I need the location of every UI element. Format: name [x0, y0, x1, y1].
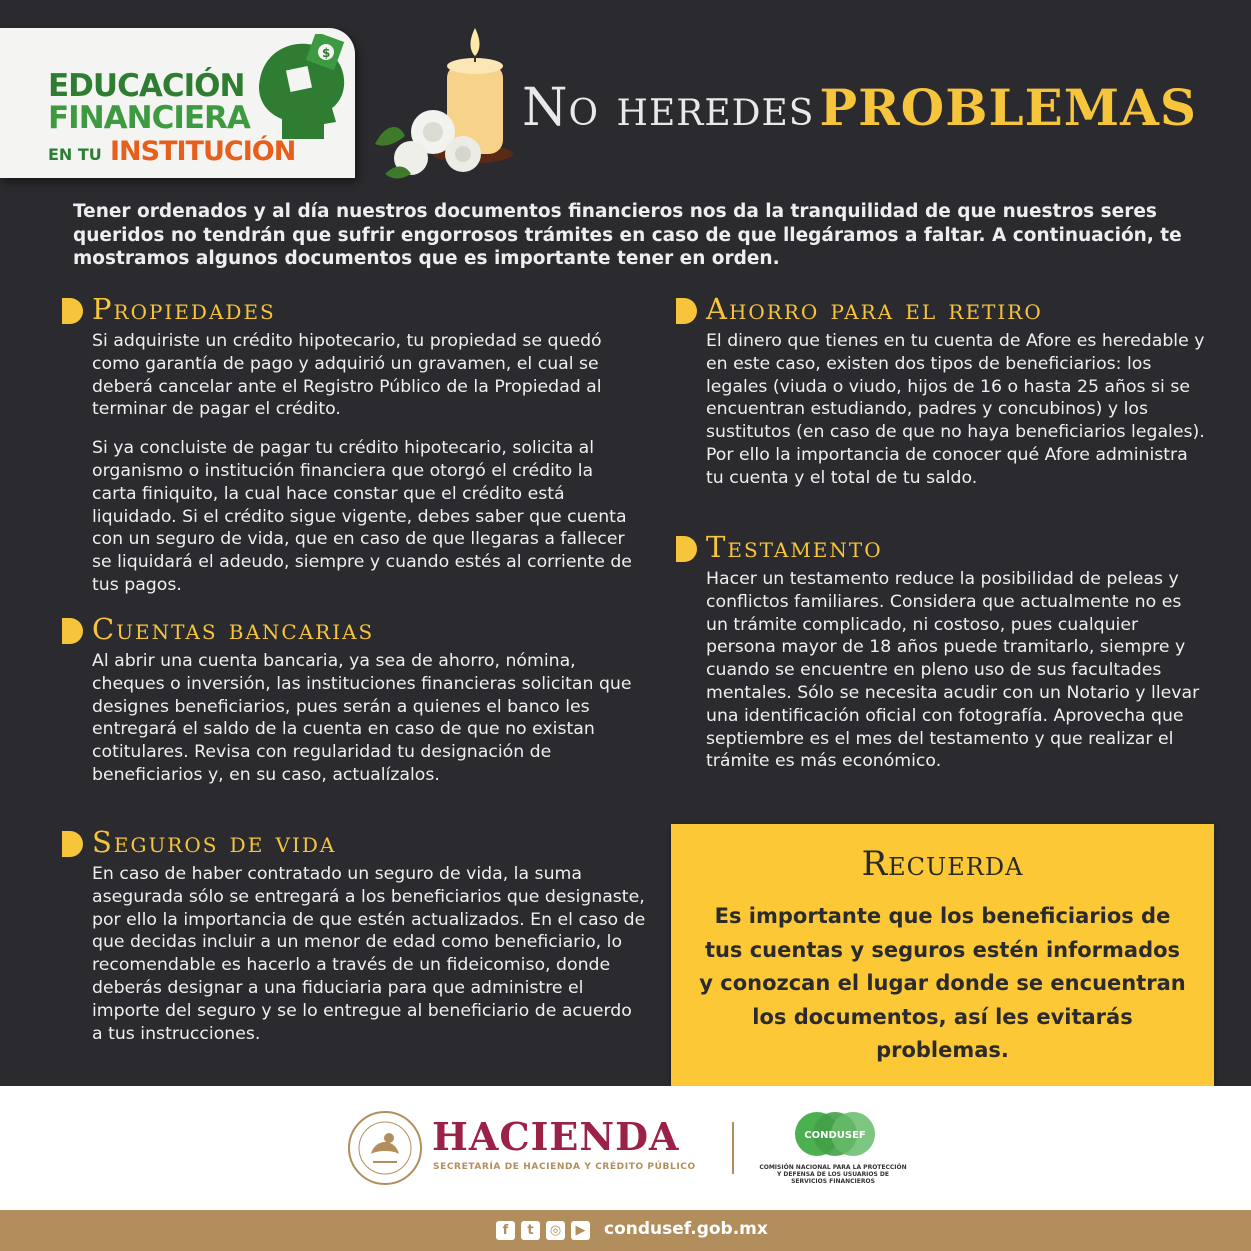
social-icons: [496, 1221, 590, 1240]
section-paragraph: Hacer un testamento reduce la posibilidad de peleas y conflictos familiares. Considera que actualmente no es un trámite complicado, ni costoso, pues cualquier persona mayor de 18 años puede tramitarlo, siempre y cuando se encuentre en pleno uso de sus facultades mentales. Sólo se necesita acudir con un Notario y llevar una identificación oficial con fotografía. Aprovecha que septiembre es el mes del testamento y que realizar el trámite es más económico.: [706, 569, 1200, 772]
hacienda-subtitle: SECRETARÍA DE HACIENDA Y CRÉDITO PÚBLICO: [433, 1162, 696, 1172]
recuerda-body: Es importante que los beneficiarios de tus cuentas y seguros estén informados y conozcan el lugar donde se encuentran los documentos, así les evitarás problemas.: [699, 904, 1186, 1062]
page-title: [522, 78, 1197, 138]
section-title: Seguros de vida: [92, 825, 337, 859]
section-header: [62, 612, 642, 650]
head-puzzle-icon: [252, 34, 352, 144]
mexico-seal-icon: [345, 1108, 425, 1188]
section-title: Testamento: [706, 530, 883, 564]
youtube-icon[interactable]: ▶: [571, 1221, 590, 1240]
bullet-marker-icon: [62, 831, 84, 857]
section-paragraph: Si ya concluiste de pagar tu crédito hipotecario, solicita al organismo o institución financiera que otorgó el crédito la carta finiquito, la cual hace constar que el crédito está liquidado. Si el crédito sigue vigente, debes saber que cuenta con un seguro de vida, que en caso de que llegaras a fallecer se liquidará el adeudo, siempre y cuando estés al corriente de tus pagos.: [92, 438, 632, 595]
hacienda-logo: HACIENDA: [432, 1114, 680, 1159]
logo-line-1: EDUCACIÓN: [48, 68, 245, 104]
section-header: [62, 292, 642, 330]
bullet-marker-icon: [62, 618, 84, 644]
section-paragraph: En caso de haber contratado un seguro de vida, la suma asegurada sólo se entregará a los beneficiarios que designaste, por ello la importancia de que estén actualizados. En el caso de que decidas incluir a un menor de edad como beneficiario, lo recomendable es hacerlo a través de un fideicomiso, donde deberás designar a una fiduciaria para que administre el importe del seguro y se lo entregue al beneficiario de acuerdo a tus instrucciones.: [92, 864, 646, 1044]
intro-text: Tener ordenados y al día nuestros documentos financieros nos da la tranquilidad de que nuestros seres queridos no tendrán que sufrir engorrosos trámites en caso de que llegáramos a faltar. A continuación, te mostramos algunos documentos que es importante tener en orden.: [73, 201, 1182, 269]
bullet-marker-icon: [676, 298, 698, 324]
condusef-subtitle: COMISIÓN NACIONAL PARA LA PROTECCIÓN Y DEFENSA DE LOS USUARIOS DE SERVICIOS FINANCIEROS: [759, 1164, 907, 1185]
section-header: [676, 292, 1206, 330]
recuerda-title: Recuerda: [861, 844, 1024, 884]
facebook-icon[interactable]: f: [496, 1221, 515, 1240]
svg-text:$: $: [322, 46, 331, 60]
twitter-icon[interactable]: t: [521, 1221, 540, 1240]
bullet-marker-icon: [676, 536, 698, 562]
instagram-icon[interactable]: ◎: [546, 1221, 565, 1240]
section-seguros-de-vida: [62, 825, 646, 1061]
footer-divider: [732, 1122, 734, 1174]
logo-line-2: FINANCIERA: [48, 100, 250, 136]
website-link[interactable]: condusef.gob.mx: [604, 1219, 768, 1239]
logo-line-3b: INSTITUCIÓN: [110, 136, 296, 167]
recuerda-box: [671, 824, 1214, 1086]
section-title: Propiedades: [92, 292, 276, 326]
section-cuentas-bancarias: [62, 612, 642, 803]
section-testamento: [676, 530, 1206, 789]
section-header: [676, 530, 1206, 568]
section-paragraph: Si adquiriste un crédito hipotecario, tu propiedad se quedó como garantía de pago y adquirió un gravamen, el cual se deberá cancelar ante el Registro Público de la Propiedad al terminar de pagar el crédito.: [92, 331, 602, 420]
title-part-1: No heredes: [522, 78, 815, 138]
svg-text:CONDUSEF: CONDUSEF: [804, 1130, 866, 1141]
bullet-marker-icon: [62, 298, 84, 324]
logo-line-3a: EN TU: [48, 145, 102, 164]
section-title: Ahorro para el retiro: [706, 292, 1043, 326]
section-propiedades: [62, 292, 642, 613]
candle-roses-image: [355, 24, 520, 189]
section-title: Cuentas bancarias: [92, 612, 375, 646]
educacion-financiera-logo: [0, 28, 355, 178]
section-header: [62, 825, 646, 863]
title-part-2: PROBLEMAS: [819, 78, 1197, 137]
section-paragraph: El dinero que tienes en tu cuenta de Afore es heredable y en este caso, existen dos tipos de beneficiarios: los legales (viuda o viudo, hijos de 16 o hasta 25 años si se encuentran estudiando, padres y concubinos) y los sustitutos (en caso de que no haya beneficiarios legales). Por ello la importancia de conocer qué Afore administra tu cuenta y el total de tu saldo.: [706, 331, 1205, 488]
section-paragraph: Al abrir una cuenta bancaria, ya sea de ahorro, nómina, cheques o inversión, las instituciones financieras solicitan que designes beneficiarios, pues serán a quienes el banco les entregará el saldo de la cuenta en caso de que no existan cotitulares. Revisa con regularidad tu designación de beneficiarios y, en su caso, actualízalos.: [92, 651, 632, 785]
condusef-logo: [795, 1110, 875, 1160]
section-ahorro-para-el-retiro: [676, 292, 1206, 506]
